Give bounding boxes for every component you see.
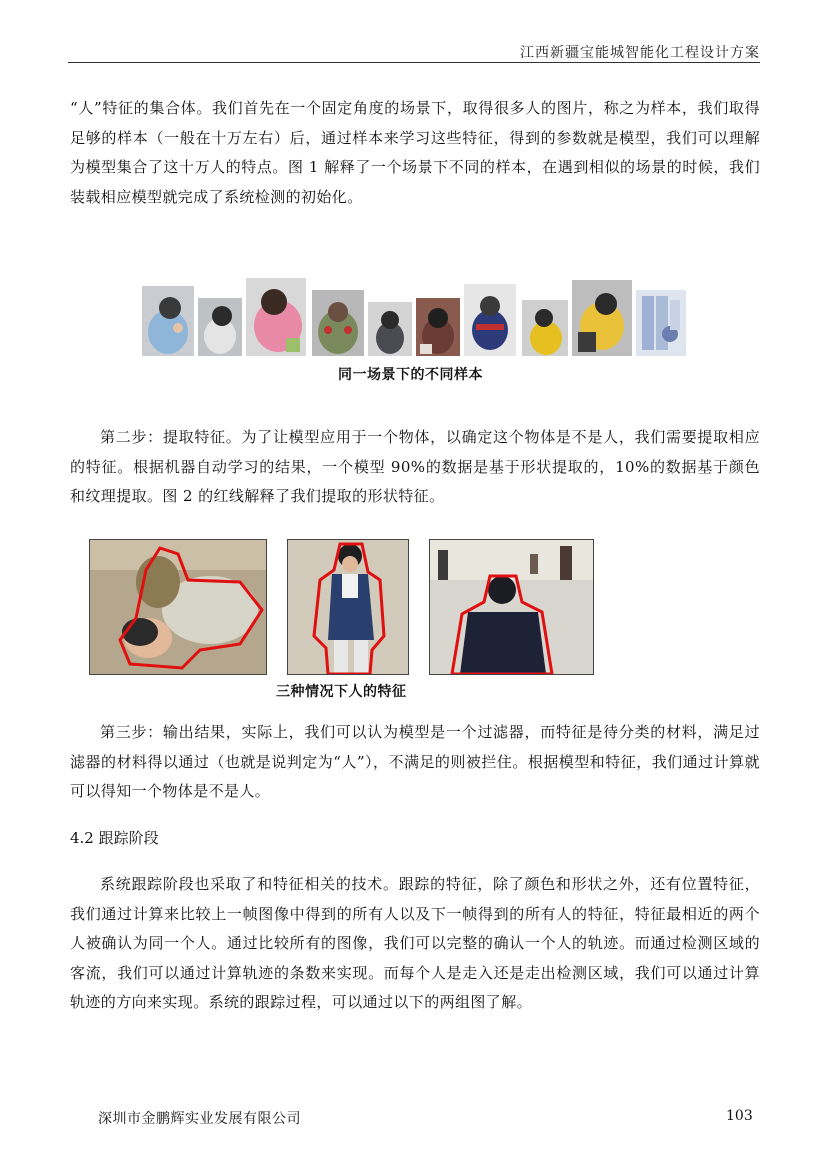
- sample-photo-3: [246, 278, 306, 356]
- feature-photo-3: [429, 539, 594, 675]
- paragraph-3: 第三步：输出结果，实际上，我们可以认为模型是一个过滤器，而特征是待分类的材料，满足过滤器的材料得以通过（也就是说判定为“人”），不满足的则被拦住。根据模型和特征，我们通过计算就可以得知一个物体是不是人。: [70, 723, 760, 800]
- header-title: 江西新疆宝能城智能化工程设计方案: [520, 45, 760, 61]
- paragraph-4: 系统跟踪阶段也采取了和特征相关的技术。跟踪的特征，除了颜色和形状之外，还有位置特征，我们通过计算来比较上一帧图像中得到的所有人以及下一帧得到的所有人的特征，特征最相近的两个人被确认为同一个人。通过比较所有的图像，我们可以完整的确认一个人的轨迹。而通过检测区域的客流，我们可以通过计算轨迹的条数来实现。而每个人是走入还是走出检测区域，我们可以通过计算轨迹的方向来实现。系统的跟踪过程，可以通过以下的两组图了解。: [70, 875, 760, 1011]
- page-number: 103: [726, 1108, 753, 1124]
- figure-2-caption: 三种情况下人的特征: [276, 684, 407, 700]
- footer-company: 深圳市金鹏辉实业发展有限公司: [98, 1111, 301, 1127]
- sample-photo-2: [198, 298, 242, 356]
- sample-photo-8: [522, 300, 568, 356]
- sample-photo-4: [312, 290, 364, 356]
- sample-photo-7: [464, 284, 516, 356]
- feature-photo-2: [287, 539, 409, 675]
- sample-photo-5: [368, 302, 412, 356]
- header-rule: [68, 62, 760, 63]
- section-title: 4.2 跟踪阶段: [70, 829, 159, 847]
- feature-photo-1: [89, 539, 267, 675]
- paragraph-1: “人”特征的集合体。我们首先在一个固定角度的场景下，取得很多人的图片，称之为样本，我们取得足够的样本（一般在十万左右）后，通过样本来学习这些特征，得到的参数就是模型，我们可以理解为模型集合了这十万人的特点。图 1 解释了一个场景下不同的样本，在遇到相似的场景的时候，我们装载相应模型就完成了系统检测的初始化。: [70, 99, 760, 206]
- sample-photo-6: [416, 298, 460, 356]
- sample-photo-9: [572, 280, 632, 356]
- paragraph-2: 第二步：提取特征。为了让模型应用于一个物体，以确定这个物体是不是人，我们需要提取相应的特征。根据机器自动学习的结果，一个模型 90%的数据是基于形状提取的，10%的数据基于颜色和纹理提取。图 2 的红线解释了我们提取的形状特征。: [70, 428, 760, 505]
- sample-photo-10: [636, 290, 686, 356]
- figure-1-caption: 同一场景下的不同样本: [338, 367, 483, 383]
- sample-photo-1: [142, 286, 194, 356]
